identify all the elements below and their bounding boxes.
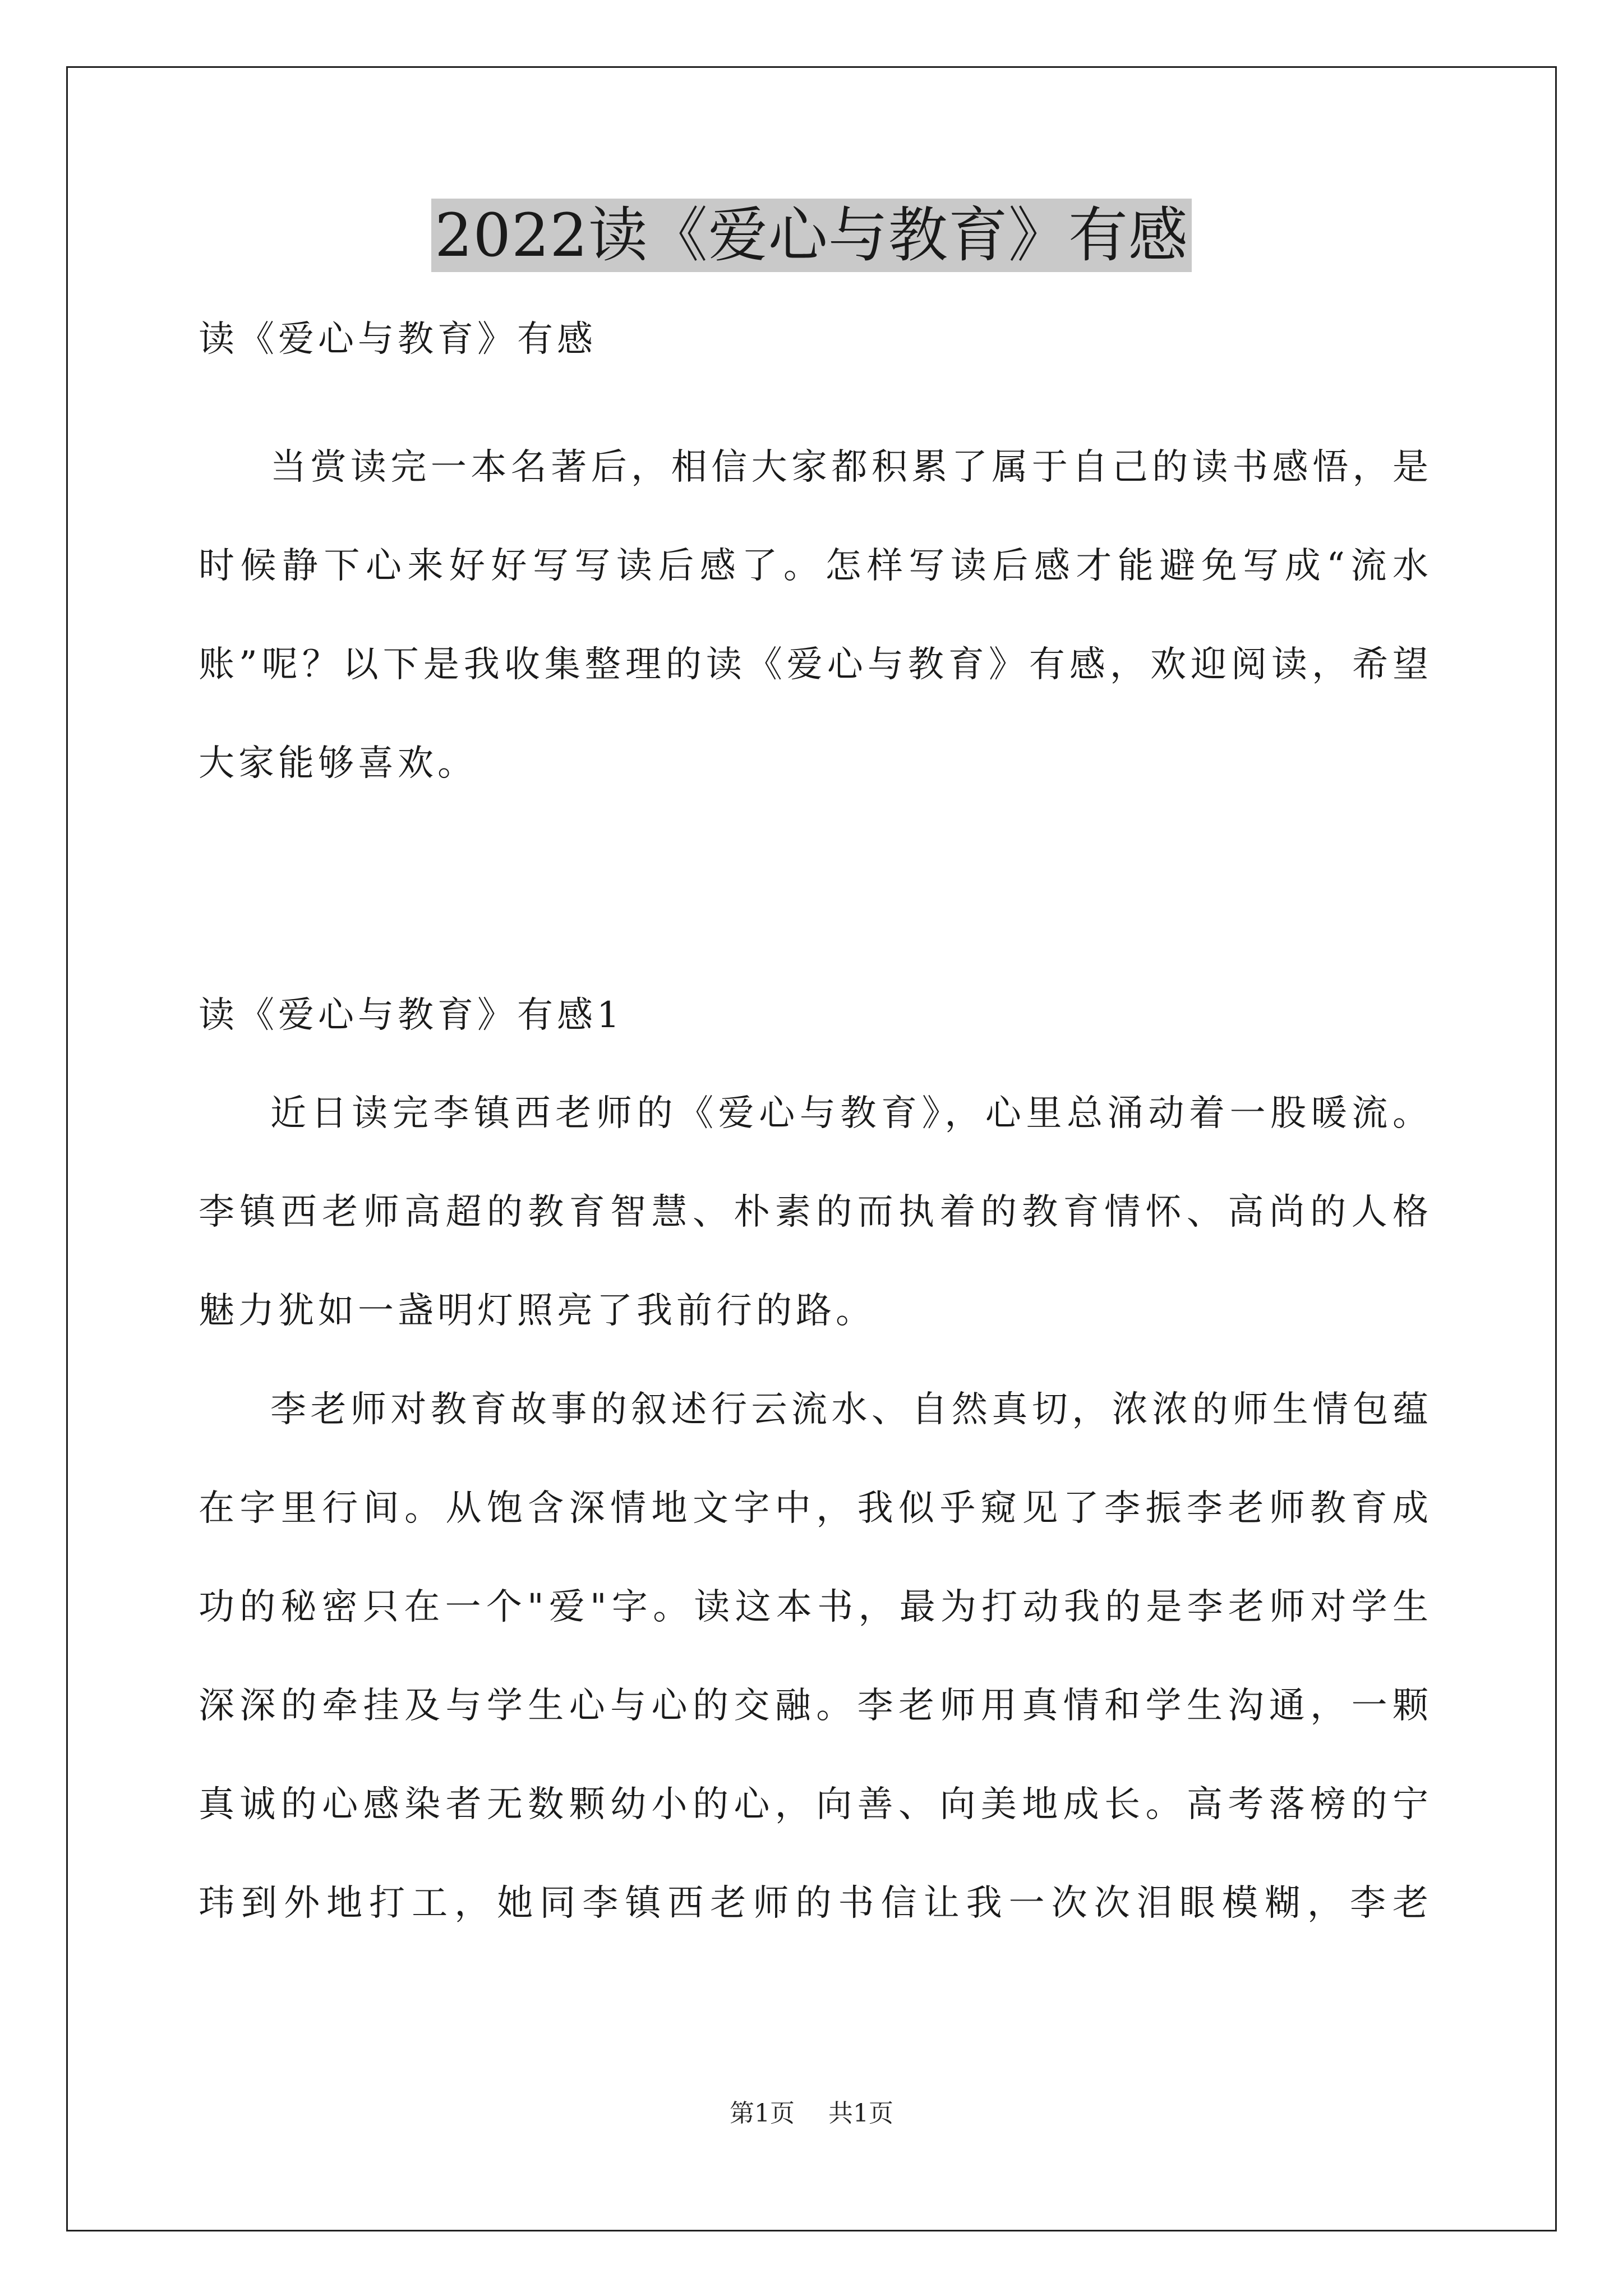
article-subtitle: 读《爱心与教育》有感 (199, 319, 597, 360)
document-title-text: 2022读《爱心与教育》有感 (431, 199, 1192, 272)
page-number-current: 第1页 (730, 2099, 795, 2128)
page-number-total: 共1页 (828, 2099, 893, 2128)
intro-paragraph: 当赏读完一本名著后，相信大家都积累了属于自己的读书感悟，是时候静下心来好好写写读后感了。怎样写读后感才能避免写成“流水账”呢？以下是我收集整理的读《爱心与教育》有感，欢迎阅读，希望大家能够喜欢。 (199, 447, 1432, 784)
body-paragraph-1: 近日读完李镇西老师的《爱心与教育》，心里总涌动着一股暖流。李镇西老师高超的教育智慧、朴素的而执着的教育情怀、高尚的人格魅力犹如一盏明灯照亮了我前行的路。 (199, 1093, 1432, 1332)
section-heading: 读《爱心与教育》有感1 (199, 995, 624, 1036)
document-title (0, 194, 1623, 278)
page-footer (0, 2097, 1623, 2131)
body-paragraph-2: 李老师对教育故事的叙述行云流水、自然真切，浓浓的师生情包蕴在字里行间。从饱含深情地文字中，我似乎窥见了李振李老师教育成功的秘密只在一个"爱"字。读这本书，最为打动我的是李老师对学生深深的牵挂及与学生心与心的交融。李老师用真情和学生沟通，一颗真诚的心感染者无数颗幼小的心，向善、向美地成长。高考落榜的宁玮到外地打工，她同李镇西老师的书信让我一次次泪眼模糊，李老 (199, 1389, 1432, 1924)
